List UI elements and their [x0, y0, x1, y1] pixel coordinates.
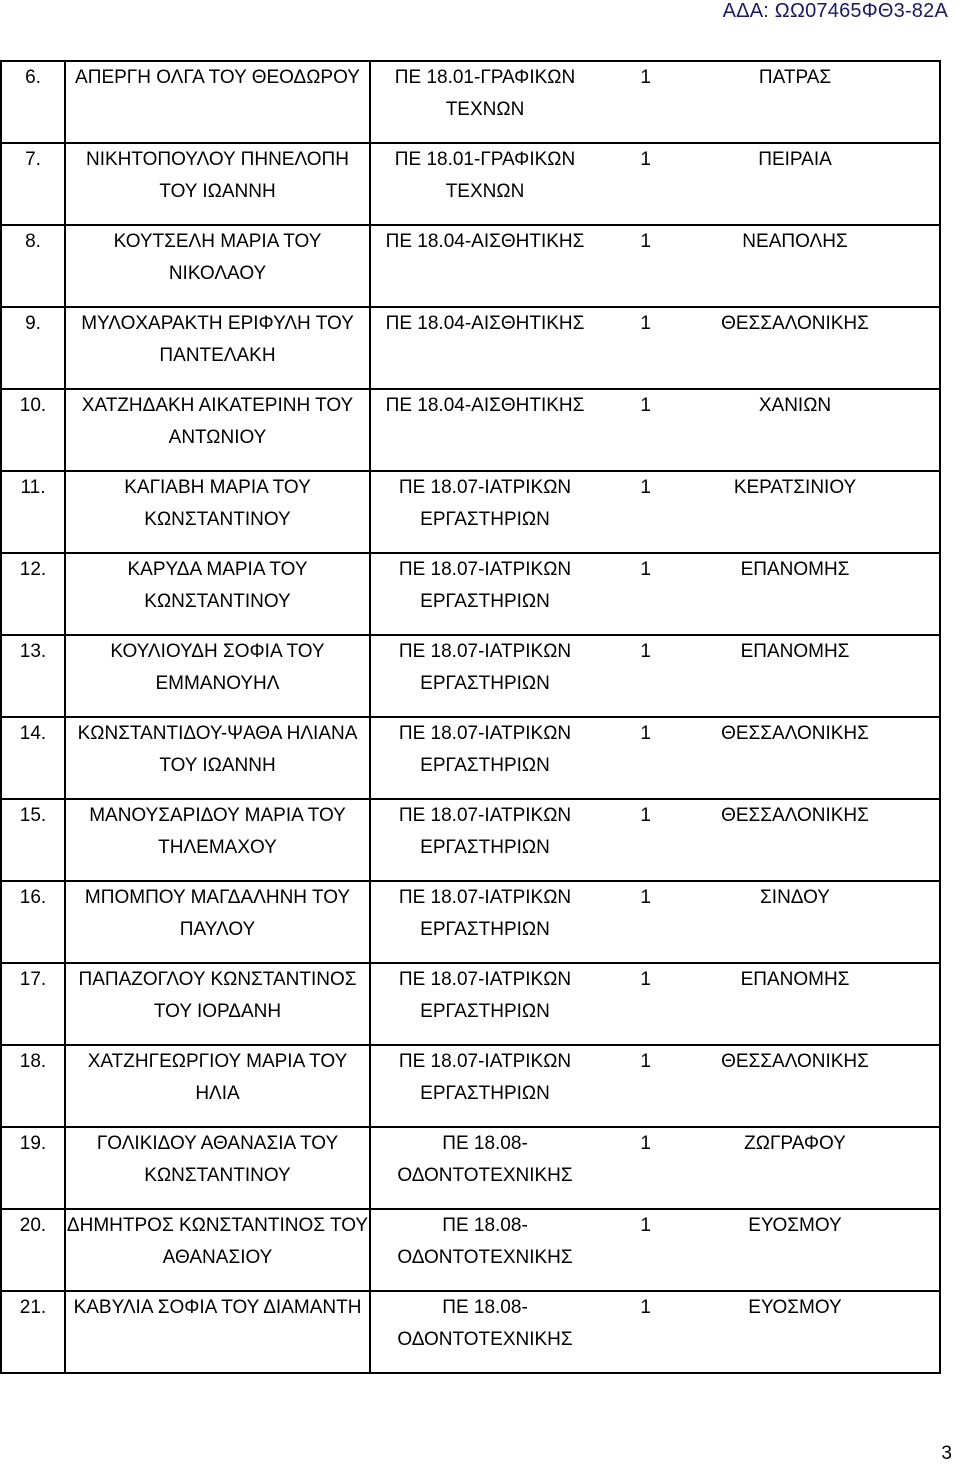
row-number-cell: 13. — [1, 635, 65, 717]
row-number-cell: 12. — [1, 553, 65, 635]
position-count-cell: 1 — [599, 471, 651, 553]
table-row — [1, 1209, 940, 1291]
position-count-cell: 1 — [599, 553, 651, 635]
employee-name-cell: ΜΑΝΟΥΣΑΡΙΔΟΥ ΜΑΡΙΑ ΤΟΥ ΤΗΛΕΜΑΧΟΥ — [65, 799, 370, 881]
employee-name-cell: ΓΟΛΙΚΙΔΟΥ ΑΘΑΝΑΣΙΑ ΤΟΥ ΚΩΝΣΤΑΝΤΙΝΟΥ — [65, 1127, 370, 1209]
position-count-cell: 1 — [599, 635, 651, 717]
location-cell: ΘΕΣΣΑΛΟΝΙΚΗΣ — [651, 717, 940, 799]
specialty-cell: ΠΕ 18.01-ΓΡΑΦΙΚΩΝ ΤΕΧΝΩΝ — [370, 61, 599, 143]
ada-code-header: ΑΔΑ: ΩΩ07465ΦΘ3-82Α — [722, 0, 948, 22]
row-number-cell: 18. — [1, 1045, 65, 1127]
row-number-cell: 10. — [1, 389, 65, 471]
specialty-cell: ΠΕ 18.07-ΙΑΤΡΙΚΩΝ ΕΡΓΑΣΤΗΡΙΩΝ — [370, 963, 599, 1045]
employee-name-cell: ΚΑΡΥΔΑ ΜΑΡΙΑ ΤΟΥ ΚΩΝΣΤΑΝΤΙΝΟΥ — [65, 553, 370, 635]
location-cell: ΕΠΑΝΟΜΗΣ — [651, 635, 940, 717]
specialty-cell: ΠΕ 18.04-ΑΙΣΘΗΤΙΚΗΣ — [370, 307, 599, 389]
employee-name-cell: ΜΠΟΜΠΟΥ ΜΑΓΔΑΛΗΝΗ ΤΟΥ ΠΑΥΛΟΥ — [65, 881, 370, 963]
row-number-cell: 7. — [1, 143, 65, 225]
location-cell: ΕΠΑΝΟΜΗΣ — [651, 553, 940, 635]
specialty-cell: ΠΕ 18.07-ΙΑΤΡΙΚΩΝ ΕΡΓΑΣΤΗΡΙΩΝ — [370, 881, 599, 963]
table-row — [1, 61, 940, 143]
row-number-cell: 11. — [1, 471, 65, 553]
location-cell: ΘΕΣΣΑΛΟΝΙΚΗΣ — [651, 799, 940, 881]
position-count-cell: 1 — [599, 225, 651, 307]
row-number-cell: 19. — [1, 1127, 65, 1209]
row-number-cell: 16. — [1, 881, 65, 963]
location-cell: ΘΕΣΣΑΛΟΝΙΚΗΣ — [651, 1045, 940, 1127]
specialty-cell: ΠΕ 18.07-ΙΑΤΡΙΚΩΝ ΕΡΓΑΣΤΗΡΙΩΝ — [370, 553, 599, 635]
specialty-cell: ΠΕ 18.04-ΑΙΣΘΗΤΙΚΗΣ — [370, 389, 599, 471]
location-cell: ΚΕΡΑΤΣΙΝΙΟΥ — [651, 471, 940, 553]
position-count-cell: 1 — [599, 881, 651, 963]
specialty-cell: ΠΕ 18.07-ΙΑΤΡΙΚΩΝ ΕΡΓΑΣΤΗΡΙΩΝ — [370, 717, 599, 799]
position-count-cell: 1 — [599, 389, 651, 471]
row-number-cell: 8. — [1, 225, 65, 307]
specialty-cell: ΠΕ 18.07-ΙΑΤΡΙΚΩΝ ΕΡΓΑΣΤΗΡΙΩΝ — [370, 1045, 599, 1127]
position-count-cell: 1 — [599, 1045, 651, 1127]
position-count-cell: 1 — [599, 143, 651, 225]
employee-name-cell: ΔΗΜΗΤΡΟΣ ΚΩΝΣΤΑΝΤΙΝΟΣ ΤΟΥ ΑΘΑΝΑΣΙΟΥ — [65, 1209, 370, 1291]
employee-name-cell: ΧΑΤΖΗΓΕΩΡΓΙΟΥ ΜΑΡΙΑ ΤΟΥ ΗΛΙΑ — [65, 1045, 370, 1127]
specialty-cell: ΠΕ 18.01-ΓΡΑΦΙΚΩΝ ΤΕΧΝΩΝ — [370, 143, 599, 225]
specialty-cell: ΠΕ 18.07-ΙΑΤΡΙΚΩΝ ΕΡΓΑΣΤΗΡΙΩΝ — [370, 799, 599, 881]
table-row — [1, 799, 940, 881]
table-row — [1, 635, 940, 717]
row-number-cell: 21. — [1, 1291, 65, 1373]
employee-name-cell: ΚΑΒΥΛΙΑ ΣΟΦΙΑ ΤΟΥ ΔΙΑΜΑΝΤΗ — [65, 1291, 370, 1373]
staff-table-body — [1, 61, 940, 1373]
location-cell: ΠΑΤΡΑΣ — [651, 61, 940, 143]
employee-name-cell: ΠΑΠΑΖΟΓΛΟΥ ΚΩΝΣΤΑΝΤΙΝΟΣ ΤΟΥ ΙΟΡΔΑΝΗ — [65, 963, 370, 1045]
table-row — [1, 389, 940, 471]
table-row — [1, 963, 940, 1045]
employee-name-cell: ΑΠΕΡΓΗ ΟΛΓΑ ΤΟΥ ΘΕΟΔΩΡΟΥ — [65, 61, 370, 143]
location-cell: ΝΕΑΠΟΛΗΣ — [651, 225, 940, 307]
specialty-cell: ΠΕ 18.07-ΙΑΤΡΙΚΩΝ ΕΡΓΑΣΤΗΡΙΩΝ — [370, 635, 599, 717]
specialty-cell: ΠΕ 18.04-ΑΙΣΘΗΤΙΚΗΣ — [370, 225, 599, 307]
staff-table — [0, 60, 941, 1374]
row-number-cell: 9. — [1, 307, 65, 389]
row-number-cell: 15. — [1, 799, 65, 881]
table-row — [1, 717, 940, 799]
position-count-cell: 1 — [599, 1209, 651, 1291]
location-cell: ΠΕΙΡΑΙΑ — [651, 143, 940, 225]
row-number-cell: 6. — [1, 61, 65, 143]
row-number-cell: 20. — [1, 1209, 65, 1291]
location-cell: ΘΕΣΣΑΛΟΝΙΚΗΣ — [651, 307, 940, 389]
table-row — [1, 225, 940, 307]
position-count-cell: 1 — [599, 61, 651, 143]
location-cell: ΣΙΝΔΟΥ — [651, 881, 940, 963]
location-cell: ΕΠΑΝΟΜΗΣ — [651, 963, 940, 1045]
page-number: 3 — [941, 1443, 952, 1464]
specialty-cell: ΠΕ 18.07-ΙΑΤΡΙΚΩΝ ΕΡΓΑΣΤΗΡΙΩΝ — [370, 471, 599, 553]
table-row — [1, 553, 940, 635]
table-row — [1, 1127, 940, 1209]
employee-name-cell: ΚΟΥΤΣΕΛΗ ΜΑΡΙΑ ΤΟΥ ΝΙΚΟΛΑΟΥ — [65, 225, 370, 307]
employee-name-cell: ΚΩΝΣΤΑΝΤΙΔΟΥ-ΨΑΘΑ ΗΛΙΑΝΑ ΤΟΥ ΙΩΑΝΝΗ — [65, 717, 370, 799]
row-number-cell: 17. — [1, 963, 65, 1045]
location-cell: ΧΑΝΙΩΝ — [651, 389, 940, 471]
employee-name-cell: ΝΙΚΗΤΟΠΟΥΛΟΥ ΠΗΝΕΛΟΠΗ ΤΟΥ ΙΩΑΝΝΗ — [65, 143, 370, 225]
table-row — [1, 1045, 940, 1127]
location-cell: ΖΩΓΡΑΦΟΥ — [651, 1127, 940, 1209]
specialty-cell: ΠΕ 18.08-ΟΔΟΝΤΟΤΕΧΝΙΚΗΣ — [370, 1291, 599, 1373]
position-count-cell: 1 — [599, 963, 651, 1045]
location-cell: ΕΥΟΣΜΟΥ — [651, 1291, 940, 1373]
position-count-cell: 1 — [599, 1127, 651, 1209]
table-row — [1, 143, 940, 225]
employee-name-cell: ΧΑΤΖΗΔΑΚΗ ΑΙΚΑΤΕΡΙΝΗ ΤΟΥ ΑΝΤΩΝΙΟΥ — [65, 389, 370, 471]
employee-name-cell: ΚΑΓΙΑΒΗ ΜΑΡΙΑ ΤΟΥ ΚΩΝΣΤΑΝΤΙΝΟΥ — [65, 471, 370, 553]
employee-name-cell: ΚΟΥΛΙΟΥΔΗ ΣΟΦΙΑ ΤΟΥ ΕΜΜΑΝΟΥΗΛ — [65, 635, 370, 717]
position-count-cell: 1 — [599, 799, 651, 881]
specialty-cell: ΠΕ 18.08-ΟΔΟΝΤΟΤΕΧΝΙΚΗΣ — [370, 1127, 599, 1209]
position-count-cell: 1 — [599, 717, 651, 799]
table-row — [1, 471, 940, 553]
position-count-cell: 1 — [599, 1291, 651, 1373]
location-cell: ΕΥΟΣΜΟΥ — [651, 1209, 940, 1291]
specialty-cell: ΠΕ 18.08-ΟΔΟΝΤΟΤΕΧΝΙΚΗΣ — [370, 1209, 599, 1291]
position-count-cell: 1 — [599, 307, 651, 389]
table-row — [1, 881, 940, 963]
employee-name-cell: ΜΥΛΟΧΑΡΑΚΤΗ ΕΡΙΦΥΛΗ ΤΟΥ ΠΑΝΤΕΛΑΚΗ — [65, 307, 370, 389]
table-row — [1, 307, 940, 389]
row-number-cell: 14. — [1, 717, 65, 799]
table-row — [1, 1291, 940, 1373]
